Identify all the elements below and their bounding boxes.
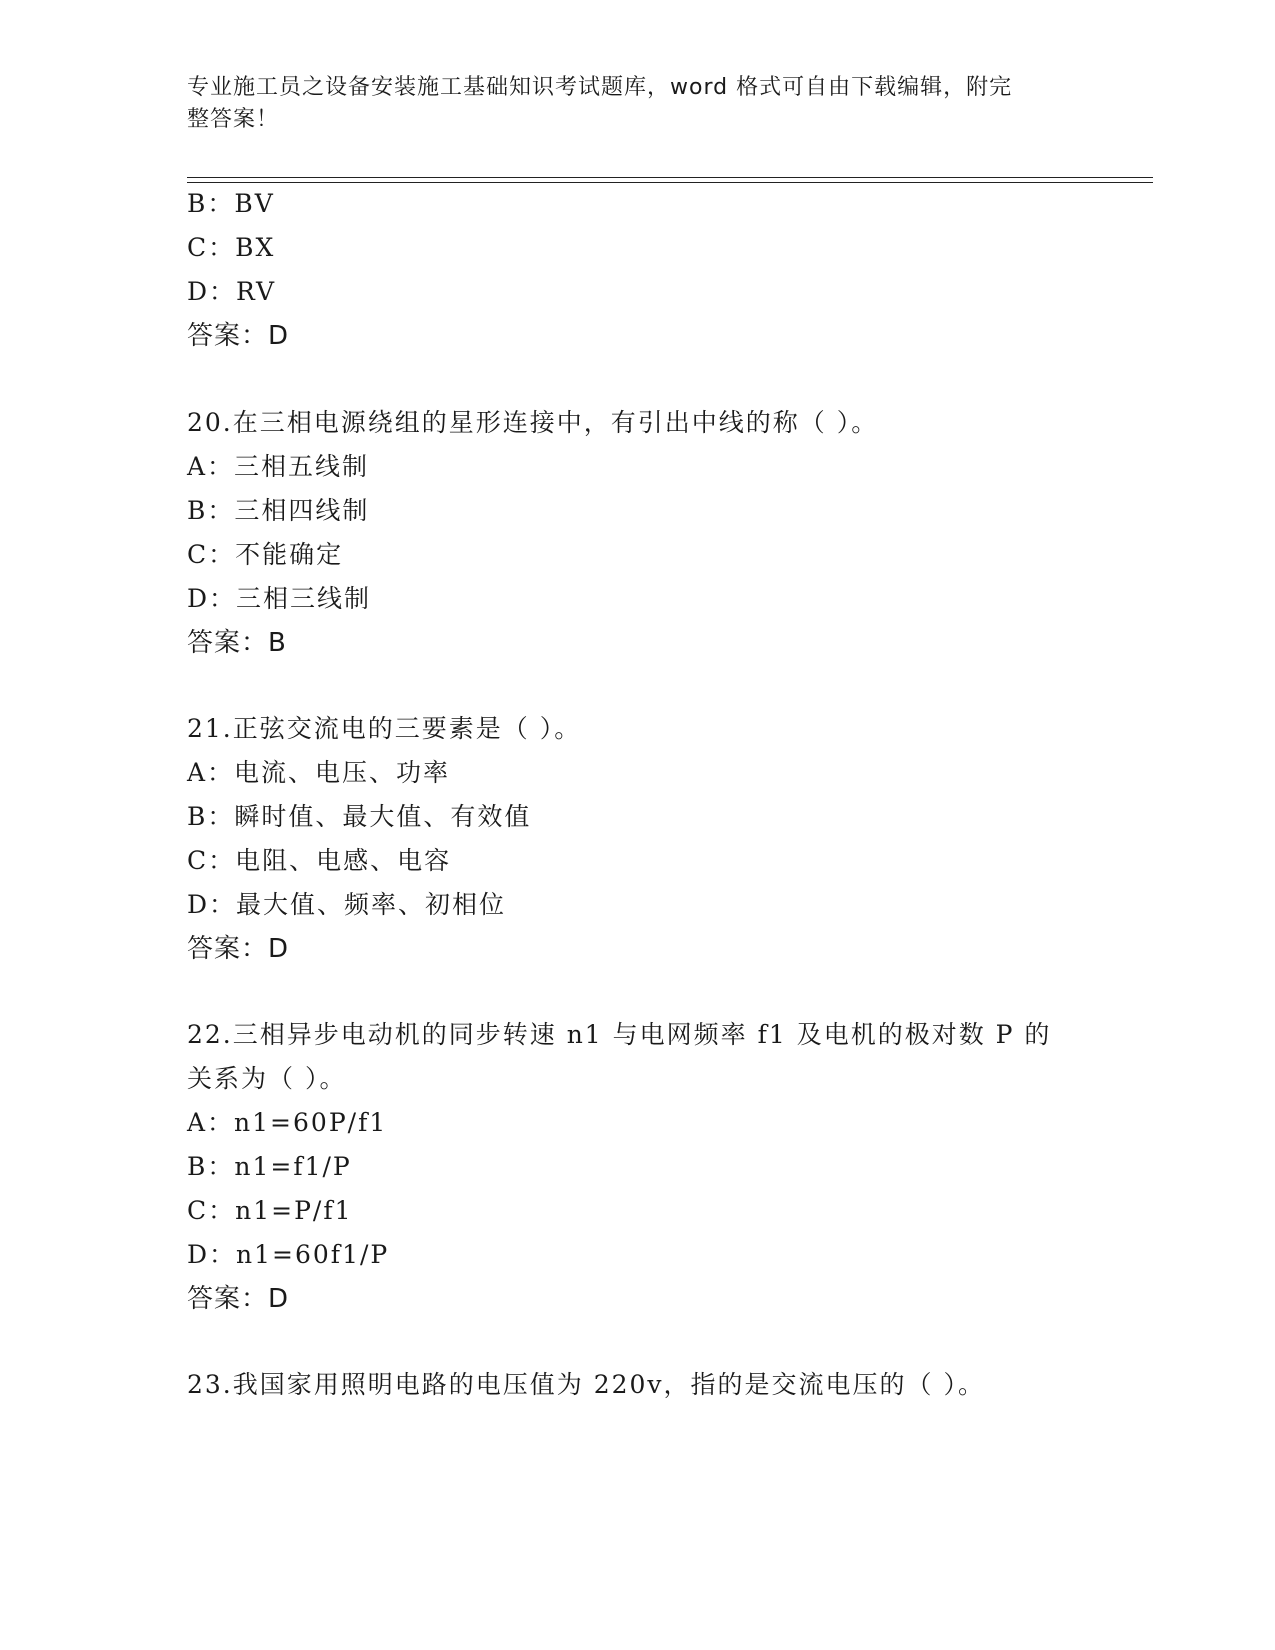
option-b: B：BV [187, 189, 275, 218]
option-a: A：电流、电压、功率 [187, 758, 451, 787]
question-stem-line-2: 关系为（ ）。 [187, 1064, 347, 1093]
option-d: D：RV [187, 277, 277, 306]
question-stem-line-1: 22.三相异步电动机的同步转速 n1 与电网频率 f1 及电机的极对数 P 的 [187, 1020, 1052, 1049]
question-stem: 21.正弦交流电的三要素是（ ）。 [187, 714, 582, 743]
option-b: B：三相四线制 [187, 496, 370, 525]
header-line-2: 整答案！ [187, 107, 280, 132]
header-rule-top [187, 177, 1153, 178]
option-a: A：n1=60P/f1 [187, 1108, 388, 1137]
option-a: A：三相五线制 [187, 452, 370, 481]
question-stem: 23.我国家用照明电路的电压值为 220v，指的是交流电压的（ ）。 [187, 1370, 985, 1399]
answer: 答案：D [187, 934, 290, 964]
option-b: B：瞬时值、最大值、有效值 [187, 802, 532, 831]
header-line-1: 专业施工员之设备安装施工基础知识考试题库，word 格式可自由下载编辑，附完 [187, 75, 1013, 100]
question-stem: 20.在三相电源绕组的星形连接中，有引出中线的称（ ）。 [187, 408, 879, 437]
answer: 答案：D [187, 321, 290, 351]
option-d: D：最大值、频率、初相位 [187, 890, 507, 919]
option-d: D：三相三线制 [187, 584, 372, 613]
option-b: B：n1=f1/P [187, 1152, 352, 1181]
option-c: C：BX [187, 233, 276, 262]
answer: 答案：B [187, 628, 287, 658]
option-c: C：n1=P/f1 [187, 1196, 353, 1225]
option-d: D：n1=60f1/P [187, 1240, 390, 1269]
document-header [187, 72, 1067, 136]
header-rule-bottom [187, 182, 1153, 183]
option-c: C：不能确定 [187, 540, 344, 569]
answer: 答案：D [187, 1284, 290, 1314]
option-c: C：电阻、电感、电容 [187, 846, 452, 875]
